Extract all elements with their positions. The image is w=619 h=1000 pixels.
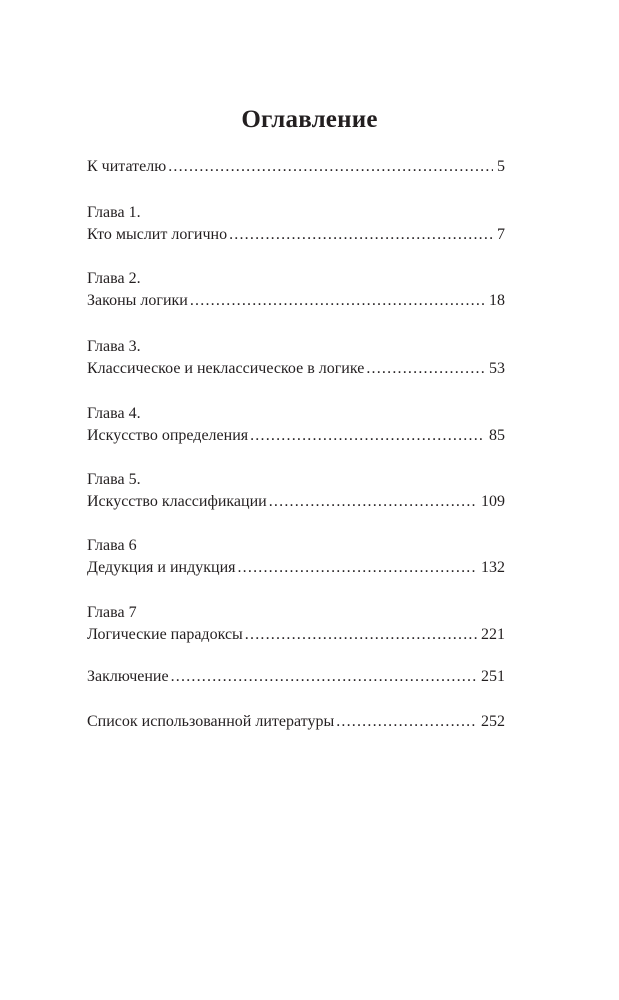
toc-entry-chapter-1[interactable] bbox=[87, 202, 505, 246]
toc-line bbox=[87, 224, 505, 246]
toc-chapter-label: Глава 6 bbox=[87, 537, 137, 554]
toc-line bbox=[87, 156, 505, 178]
toc-page-number: 221 bbox=[481, 626, 505, 643]
toc-entry-conclusion[interactable] bbox=[87, 666, 505, 688]
toc-line bbox=[87, 624, 505, 646]
dot-leader bbox=[269, 491, 477, 513]
toc-entry-title: Искусство определения bbox=[87, 427, 249, 444]
toc-entry-chapter-2[interactable] bbox=[87, 268, 505, 312]
toc-page-number: 7 bbox=[497, 226, 505, 243]
toc-line bbox=[87, 666, 505, 688]
toc-entry-to-reader[interactable] bbox=[87, 156, 505, 178]
toc-entry-chapter-5[interactable] bbox=[87, 469, 505, 513]
toc-line bbox=[87, 425, 505, 447]
toc-page-number: 252 bbox=[481, 713, 505, 730]
toc-line bbox=[87, 358, 505, 380]
toc-page-number: 85 bbox=[489, 427, 505, 444]
dot-leader bbox=[237, 557, 477, 579]
toc-line bbox=[87, 557, 505, 579]
toc-entry-title: Кто мыслит логично bbox=[87, 226, 228, 243]
dot-leader bbox=[336, 711, 477, 733]
toc-page-number: 5 bbox=[497, 158, 505, 175]
toc-entry-bibliography[interactable] bbox=[87, 711, 505, 733]
toc-page-number: 251 bbox=[481, 668, 505, 685]
dot-leader bbox=[250, 425, 485, 447]
toc-chapter-label: Глава 7 bbox=[87, 604, 137, 621]
dot-leader bbox=[171, 666, 477, 688]
toc-chapter-label: Глава 2. bbox=[87, 270, 141, 287]
toc-entry-title: Классическое и неклассическое в логике bbox=[87, 360, 365, 377]
toc-entry-title: Заключение bbox=[87, 668, 169, 685]
dot-leader bbox=[366, 358, 485, 380]
toc-entry-title: Список использованной литературы bbox=[87, 713, 335, 730]
toc-entry-title: Законы логики bbox=[87, 292, 188, 309]
page-title: Оглавление bbox=[241, 106, 378, 133]
toc-entry-title: Логические парадоксы bbox=[87, 626, 243, 643]
toc-chapter-label: Глава 5. bbox=[87, 471, 141, 488]
toc-entry-chapter-3[interactable] bbox=[87, 336, 505, 380]
dot-leader bbox=[245, 624, 477, 646]
dot-leader bbox=[190, 290, 485, 312]
toc-line bbox=[87, 711, 505, 733]
toc-page-number: 109 bbox=[481, 493, 505, 510]
toc-entry-chapter-6[interactable] bbox=[87, 535, 505, 579]
toc-entry-chapter-7[interactable] bbox=[87, 602, 505, 646]
toc-chapter-label: Глава 3. bbox=[87, 338, 141, 355]
toc-page-number: 53 bbox=[489, 360, 505, 377]
toc-entry-title: Дедукция и индукция bbox=[87, 559, 236, 576]
toc-entry-title: К читателю bbox=[87, 158, 167, 175]
toc-chapter-label: Глава 4. bbox=[87, 405, 141, 422]
toc-page-number: 18 bbox=[489, 292, 505, 309]
toc-line bbox=[87, 290, 505, 312]
toc-page-number: 132 bbox=[481, 559, 505, 576]
toc-chapter-label: Глава 1. bbox=[87, 204, 141, 221]
dot-leader bbox=[168, 156, 493, 178]
toc-line bbox=[87, 491, 505, 513]
toc-entry-title: Искусство классификации bbox=[87, 493, 267, 510]
dot-leader bbox=[229, 224, 493, 246]
toc-entry-chapter-4[interactable] bbox=[87, 403, 505, 447]
